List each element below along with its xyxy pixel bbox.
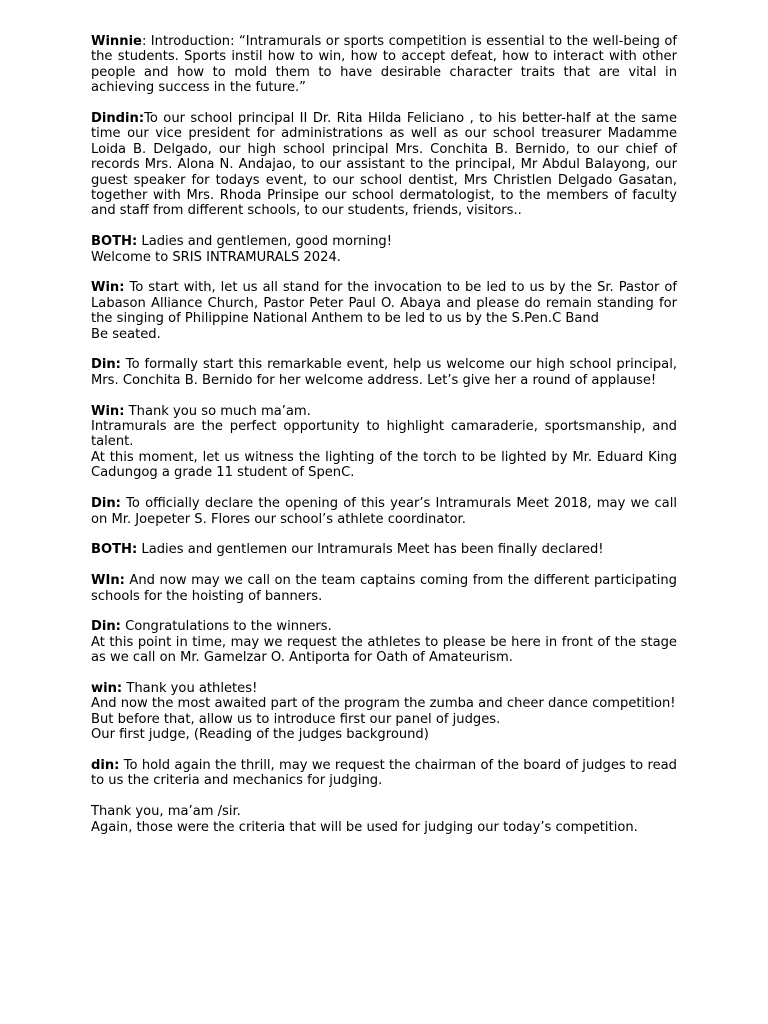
paragraph-win-banners	[91, 573, 677, 604]
paragraph-line: Again, those were the criteria that will be used for judging our today’s competition.	[91, 819, 638, 835]
paragraph-line: But before that, allow us to introduce first our panel of judges.	[91, 711, 501, 727]
paragraph-din-declaration	[91, 496, 677, 527]
paragraph-line	[91, 496, 677, 527]
speaker-label: din:	[91, 757, 120, 773]
speaker-label: BOTH:	[91, 234, 138, 250]
paragraph-text: Congratulations to the winners.	[120, 619, 332, 635]
paragraph-dindin-acknowledgements	[91, 111, 677, 219]
paragraph-line: At this moment, let us witness the lighting of the torch to be lighted by Mr. Eduard King Cadungog a grade 11 student of SpenC.	[91, 449, 677, 481]
paragraph-text: And now may we call on the team captains coming from the different participating schools for the hoisting of banners.	[91, 573, 677, 604]
paragraph-line: Welcome to SRIS INTRAMURALS 2024.	[91, 249, 341, 265]
speaker-label: Win:	[91, 280, 125, 296]
paragraph-line	[91, 619, 677, 634]
paragraph-both-declared	[91, 542, 677, 557]
paragraph-line: Our first judge, (Reading of the judges background)	[91, 727, 429, 743]
speaker-label: BOTH:	[91, 542, 138, 558]
paragraph-line	[91, 758, 677, 789]
speaker-label: Din:	[91, 496, 121, 512]
speaker-label: Din:	[91, 357, 121, 373]
paragraph-text: Thank you athletes!	[122, 680, 258, 696]
paragraph-win-torch-lighting	[91, 404, 677, 481]
paragraph-winnie-introduction	[91, 34, 677, 96]
speaker-label: WIn:	[91, 573, 125, 589]
paragraph-win-judges	[91, 681, 677, 743]
paragraph-text: To our school principal II Dr. Rita Hilda Feliciano , to his better-half at the same time our vice president for administrations as well as our school treasurer Madamme Loida B. Delgado, our high school principal Mrs. Conchita B. Bernido, to our chief of records Mrs. Alona N. Andajao, to our assistant to the principal, Mr Abdul Balayong, our guest speaker for todays event, to our school dentist, Mrs Christlen Delgado Gasatan, together with Mrs. Rhoda Prinsipe our school dermatologist, to the members of faculty and staff from different schools, to our students, friends, visitors..	[91, 111, 677, 219]
speaker-label: Winnie	[91, 34, 142, 49]
paragraph-line	[91, 404, 677, 419]
paragraph-line: And now the most awaited part of the program the zumba and cheer dance competition!	[91, 696, 676, 712]
paragraph-both-greeting	[91, 234, 677, 265]
speaker-label: win:	[91, 680, 123, 696]
paragraph-line: Intramurals are the perfect opportunity to highlight camaraderie, sportsmanship, and talent.	[91, 419, 677, 450]
paragraph-din-criteria	[91, 758, 677, 789]
speaker-label: Din:	[91, 619, 121, 635]
paragraph-win-invocation	[91, 280, 677, 342]
paragraph-text: To officially declare the opening of this year’s Intramurals Meet 2018, may we call on Mr. Joepeter S. Flores our school’s athlete coordinator.	[91, 496, 677, 527]
paragraph-din-oath	[91, 619, 677, 665]
script-document	[91, 34, 677, 850]
paragraph-text: : Introduction: “Intramurals or sports competition is essential to the well-being of the students. Sports instil how to win, how to accept defeat, how to interact with other people and how to mold them to have desirable character traits that are vital in achieving success in the future.”	[91, 34, 677, 96]
paragraph-line	[91, 34, 677, 96]
paragraph-line	[91, 111, 677, 219]
paragraph-text: To start with, let us all stand for the invocation to be led to us by the Sr. Pastor of Labason Alliance Church, Pastor Peter Paul O. Abaya and please do remain standing for the singing of Philippine National Anthem to be led to us by the S.Pen.C Band	[91, 280, 677, 327]
paragraph-din-welcome-address	[91, 357, 677, 388]
paragraph-line	[91, 280, 677, 326]
speaker-label: Win:	[91, 403, 125, 419]
paragraph-line	[91, 573, 677, 604]
paragraph-text: To formally start this remarkable event, help us welcome our high school principal, Mrs. Conchita B. Bernido for her welcome address. Let’s give her a round of applause!	[91, 357, 677, 388]
paragraph-line	[91, 542, 677, 557]
paragraph-line	[91, 681, 677, 696]
paragraph-line: Be seated.	[91, 326, 161, 342]
paragraph-text: To hold again the thrill, may we request the chairman of the board of judges to read to us the criteria and mechanics for judging.	[91, 757, 677, 789]
paragraph-closing	[91, 804, 677, 835]
paragraph-line: Thank you, ma’am /sir.	[91, 804, 241, 820]
paragraph-text: Ladies and gentlemen our Intramurals Meet has been finally declared!	[137, 542, 604, 558]
paragraph-line	[91, 234, 677, 249]
paragraph-text: Ladies and gentlemen, good morning!	[137, 234, 392, 250]
speaker-label: Dindin:	[91, 111, 145, 127]
paragraph-line: At this point in time, may we request the athletes to please be here in front of the stage as we call on Mr. Gamelzar O. Antiporta for Oath of Amateurism.	[91, 634, 677, 666]
paragraph-line	[91, 357, 677, 388]
paragraph-text: Thank you so much ma’am.	[124, 403, 311, 419]
